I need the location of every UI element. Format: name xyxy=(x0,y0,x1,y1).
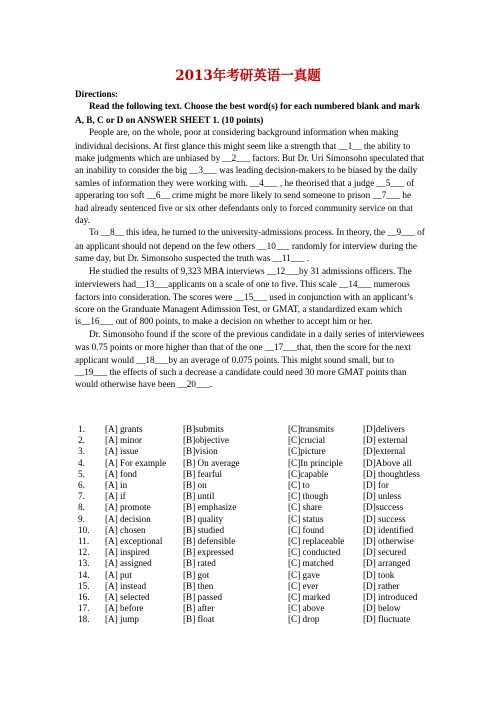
option-row xyxy=(78,424,433,435)
option-d: [D] arranged xyxy=(363,558,411,569)
option-c: [C]transmits xyxy=(288,424,334,434)
option-c: [C] conducted xyxy=(288,547,341,558)
option-c: [C]In principle xyxy=(288,457,343,468)
question-number: 5. xyxy=(78,468,85,479)
question-number: 15. xyxy=(78,580,90,591)
question-number: 16. xyxy=(78,592,90,603)
option-row xyxy=(78,547,433,558)
option-a: [A] issue xyxy=(105,446,139,457)
option-c: [C] replaceable xyxy=(288,536,345,547)
question-number: 9. xyxy=(78,513,85,524)
option-c: [C] matched xyxy=(288,558,334,569)
question-number: 7. xyxy=(78,491,85,502)
option-d: [D] introduced xyxy=(363,592,418,603)
option-b: [B] defensible xyxy=(183,536,236,547)
option-b: [B] got xyxy=(183,569,210,580)
option-a: [A] chosen xyxy=(105,524,146,535)
option-a: [A] fond xyxy=(105,468,137,479)
option-row xyxy=(78,570,433,581)
option-row xyxy=(78,446,433,457)
paragraph-2: To __8__ this idea, he turned to the university-admissions process. In theory, the __9___ of an applicant should not depend on the few others __10___ randomly for interview during the same day, but Dr. Simonsoho suspected the truth was __11___ . xyxy=(75,227,425,264)
question-number: 1. xyxy=(78,424,85,434)
option-c: [C] ever xyxy=(288,580,319,591)
document-body xyxy=(75,88,425,391)
question-number: 11. xyxy=(78,536,90,547)
option-d: [D] success xyxy=(363,513,406,524)
question-number: 14. xyxy=(78,569,90,580)
option-a: [A] promote xyxy=(105,502,151,513)
option-c: [C] drop xyxy=(288,614,320,625)
option-b: [B] after xyxy=(183,603,215,614)
option-d: [D] external xyxy=(363,435,408,446)
question-number: 13. xyxy=(78,558,90,569)
option-d: [D]delivers xyxy=(363,424,405,434)
option-a: [A] exceptional xyxy=(105,536,163,547)
option-c: [C]picture xyxy=(288,446,326,457)
question-number: 12. xyxy=(78,547,90,558)
option-b: [B]vision xyxy=(183,446,218,457)
question-number: 6. xyxy=(78,480,85,491)
paragraph-3: He studied the results of 9,323 MBA interviews __12___by 31 admissions officers. The interviewers had__13___applicants on a scale of one to five. This scale __14___ numerous factors into consideration. The scores were __15___ used in conjunction with an applicant’s score on the Granduate Managent Adimssion Test, or GMAT, a standardized exam which is__16___ out of 800 points, to make a decision on whether to accept him or her. xyxy=(75,265,413,327)
option-b: [B] float xyxy=(183,614,215,625)
option-row xyxy=(78,480,433,491)
option-b: [B] fearful xyxy=(183,468,223,479)
option-d: [D] took xyxy=(363,569,395,580)
option-a: [A] decision xyxy=(105,513,151,524)
question-number: 4. xyxy=(78,457,85,468)
option-a: [A] if xyxy=(105,491,126,502)
option-c: [C] share xyxy=(288,502,322,513)
option-d: [D]success xyxy=(363,502,404,513)
option-c: [C] gave xyxy=(288,569,320,580)
option-b: [B] emphasize xyxy=(183,502,237,513)
option-d: [D] rather xyxy=(363,580,400,591)
option-d: [D] secured xyxy=(363,547,407,558)
option-b: [B] then xyxy=(183,580,214,591)
option-d: [D] fluctuate xyxy=(363,614,411,625)
option-c: [C] found xyxy=(288,524,324,535)
option-b: [B]submits xyxy=(183,424,224,434)
option-row xyxy=(78,514,433,525)
option-b: [B] on xyxy=(183,480,207,491)
option-row xyxy=(78,603,433,614)
paragraph-1: People are, on the whole, poor at considering background information when making individual decisions. At first glance this might seem like a strength that __1__ the ability to make judgments which are unbiased by __2___ factors. But Dr. Uri Simonsohn speculated that an inability to consider the big __3___ was leading decision-makers to be biased by the daily samles of information they were working with. __4___ , he theorised that a judge __5___ of apperaring too soft __6__ crime might be more likely to send someone to prison __7___ he had already sentenced five or six other defendants only to forced community service on that day. xyxy=(75,127,425,226)
option-d: [D] below xyxy=(363,603,401,614)
option-c: [C] above xyxy=(288,603,325,614)
page-title: 2013年考研英语一真题 xyxy=(175,68,321,84)
option-row xyxy=(78,614,433,625)
question-number: 3. xyxy=(78,446,85,457)
option-d: [D] thoughtless xyxy=(363,468,420,479)
option-a: [A] before xyxy=(105,603,144,614)
option-row xyxy=(78,435,433,446)
directions-label: Directions: xyxy=(75,89,119,99)
option-b: [B] until xyxy=(183,491,215,502)
option-d: [D] identified xyxy=(363,524,414,535)
option-row xyxy=(78,458,433,469)
instruction-text: Read the following text. Choose the best word(s) for each numbered blank and mark A, B, C or D on ANSWER SHEET 1. (10 points) xyxy=(75,101,420,125)
option-d: [D]Above all xyxy=(363,457,412,468)
option-a: [A] instead xyxy=(105,580,147,591)
option-c: [C] marked xyxy=(288,592,331,603)
option-c: [C] status xyxy=(288,513,324,524)
question-number: 17. xyxy=(78,603,90,614)
option-c: [C] though xyxy=(288,491,329,502)
option-c: [C] to xyxy=(288,480,310,491)
option-b: [B] studied xyxy=(183,524,225,535)
option-b: [B] expressed xyxy=(183,547,234,558)
option-row xyxy=(78,491,433,502)
question-number: 8. xyxy=(78,502,85,513)
option-a: [A] For example xyxy=(105,457,167,468)
option-b: [B] passed xyxy=(183,592,223,603)
option-c: [C]crucial xyxy=(288,435,326,446)
option-a: [A] assigned xyxy=(105,558,152,569)
option-a: [A] inspired xyxy=(105,547,150,558)
option-row xyxy=(78,525,433,536)
question-number: 18. xyxy=(78,614,90,625)
option-a: [A] minor xyxy=(105,435,142,446)
option-d: [D]external xyxy=(363,446,406,457)
option-b: [B] rated xyxy=(183,558,216,569)
option-c: [C]capable xyxy=(288,468,329,479)
question-number: 10. xyxy=(78,524,90,535)
option-row xyxy=(78,469,433,480)
option-b: [B]objective xyxy=(183,435,229,446)
option-row xyxy=(78,558,433,569)
option-row xyxy=(78,502,433,513)
option-d: [D] unless xyxy=(363,491,402,502)
paragraph-4: Dr. Simonsoho found if the score of the previous candidate in a daily series of interviewees was 0.75 points or more higher than that of the one __17___that, then the score for the next applicant would __18___by an average of 0.075 points. This might sound small, but to __19___ the effects of such a decrease a candidate could need 30 more GMAT points than would otherwise have been __20___. xyxy=(75,328,425,390)
option-a: [A] grants xyxy=(105,424,143,434)
option-b: [B] On average xyxy=(183,457,240,468)
option-a: [A] jump xyxy=(105,614,139,625)
option-a: [A] in xyxy=(105,480,128,491)
options-table xyxy=(78,424,433,626)
option-row xyxy=(78,536,433,547)
option-b: [B] quality xyxy=(183,513,224,524)
option-row xyxy=(78,592,433,603)
option-a: [A] put xyxy=(105,569,132,580)
question-number: 2. xyxy=(78,435,85,446)
option-d: [D] for xyxy=(363,480,389,491)
option-d: [D] otherwise xyxy=(363,536,414,547)
option-row xyxy=(78,581,433,592)
option-a: [A] selected xyxy=(105,592,150,603)
